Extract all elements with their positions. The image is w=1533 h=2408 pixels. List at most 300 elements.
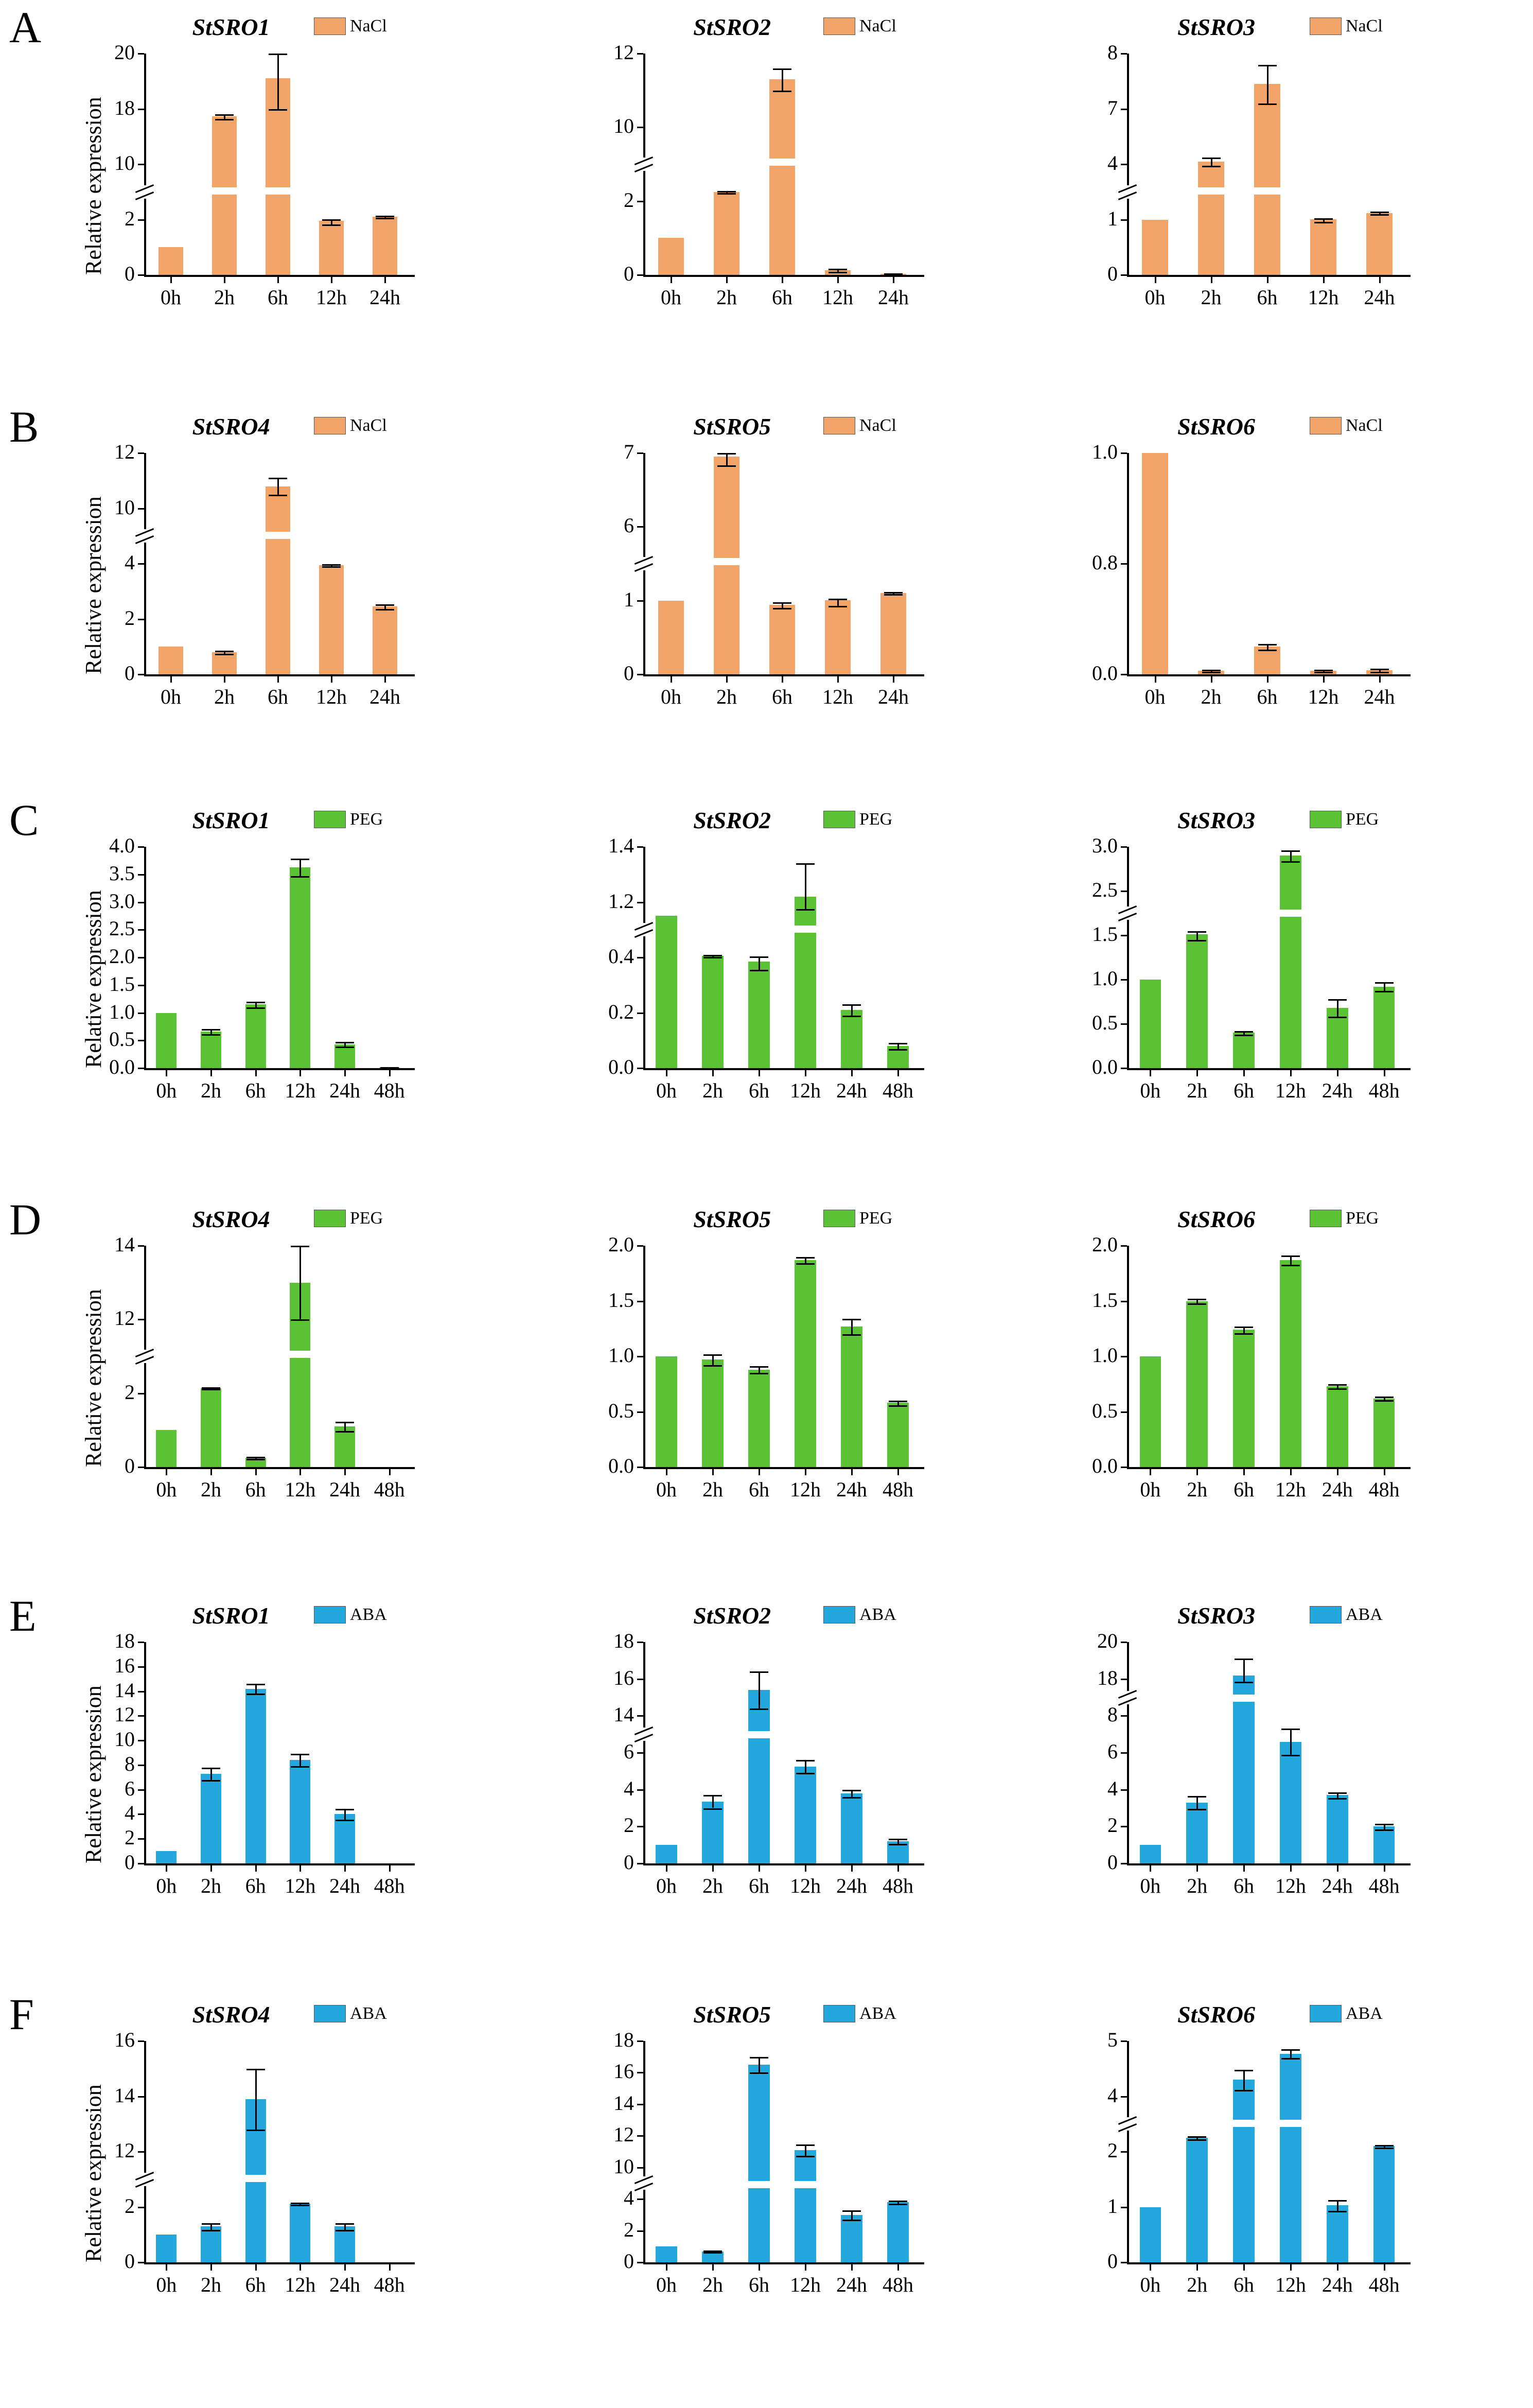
error-bar (805, 1760, 806, 1773)
y-tick-label: 4 (1107, 2083, 1118, 2107)
error-cap-top (842, 2210, 861, 2212)
bar (880, 593, 906, 674)
x-axis-line (144, 1863, 415, 1865)
chart-legend (314, 16, 387, 36)
y-tick (138, 1319, 144, 1320)
error-cap-bottom (889, 1405, 907, 1407)
error-cap-bottom (1314, 222, 1333, 223)
error-bar (759, 1671, 760, 1708)
bar (373, 606, 397, 674)
y-axis-break-icon (635, 158, 653, 171)
y-tick-label: 10 (613, 114, 634, 138)
error-cap-bottom (1235, 2090, 1253, 2091)
x-tick (1384, 1469, 1385, 1475)
bar (1280, 1742, 1301, 1864)
x-tick-label: 12h (285, 2273, 316, 2296)
x-tick-label: 48h (1368, 1079, 1400, 1102)
y-tick-label: 7 (1107, 96, 1118, 119)
x-tick-label: 0h (156, 1079, 177, 1102)
legend-swatch (314, 417, 346, 434)
error-bar (210, 1768, 212, 1780)
y-tick-label: 10 (613, 2154, 634, 2178)
bar-break-band (266, 532, 290, 539)
error-cap-top (291, 859, 309, 860)
x-tick (299, 1865, 301, 1872)
error-cap-top (1235, 1327, 1253, 1328)
x-axis-line (144, 674, 415, 676)
y-tick-label: 20 (114, 41, 135, 64)
y-tick-label: 2.5 (1092, 878, 1118, 901)
x-tick (1384, 1865, 1385, 1872)
bar (1373, 1399, 1395, 1467)
x-tick (255, 1865, 257, 1872)
y-tick (138, 452, 144, 454)
y-tick (637, 1642, 643, 1643)
x-tick (210, 1469, 212, 1475)
chart-title: StSRO1 (192, 14, 270, 40)
legend-label: PEG (1346, 1209, 1379, 1228)
y-tick (138, 2207, 144, 2208)
y-tick-label: 0 (125, 1851, 135, 1874)
x-tick-label: 6h (1234, 1079, 1255, 1102)
x-tick (299, 1070, 301, 1076)
bar-break-band (1233, 2120, 1255, 2127)
y-tick (637, 1679, 643, 1680)
y-tick-label: 5 (1107, 2028, 1118, 2051)
bar (1366, 213, 1392, 275)
legend-swatch (1310, 18, 1342, 35)
y-axis-break-icon (136, 1350, 153, 1363)
bar-break-band (1198, 187, 1224, 195)
x-tick (897, 1865, 899, 1872)
x-tick (166, 1865, 167, 1872)
legend-label: NaCl (1346, 416, 1383, 435)
bar-break-band (748, 2181, 769, 2188)
y-tick (138, 109, 144, 110)
error-bar (726, 453, 728, 465)
chart-title: StSRO5 (693, 413, 771, 440)
bar (656, 2246, 677, 2262)
error-cap-top (1281, 1729, 1300, 1730)
error-cap-top (246, 1684, 265, 1685)
x-tick-label: 6h (772, 685, 792, 708)
bar (748, 962, 769, 1068)
x-tick (1155, 277, 1156, 283)
y-tick-label: 6 (1107, 1740, 1118, 1763)
y-tick-label: 4 (1107, 151, 1118, 175)
x-tick-label: 0h (161, 286, 181, 309)
x-tick-label: 12h (790, 1478, 821, 1501)
y-axis-line (643, 2041, 645, 2264)
x-tick-label: 6h (1257, 286, 1278, 309)
y-tick-label: 12 (114, 2139, 135, 2162)
chart-title: StSRO2 (693, 807, 771, 833)
error-bar (1243, 2070, 1245, 2090)
y-tick-label: 1.0 (1092, 967, 1118, 990)
x-tick (1384, 1070, 1385, 1076)
y-axis-line (643, 1642, 645, 1865)
error-cap-bottom (336, 2230, 354, 2231)
bar (748, 1690, 769, 1863)
error-cap-bottom (1188, 1809, 1206, 1810)
error-cap-top (773, 602, 791, 604)
bar (1186, 2138, 1208, 2262)
error-cap-top (1281, 1255, 1300, 1257)
x-tick-label: 2h (702, 1874, 723, 1897)
x-tick-label: 2h (716, 286, 737, 309)
bar (1310, 219, 1336, 275)
x-tick (805, 1070, 806, 1076)
x-tick-label: 6h (268, 286, 288, 309)
chart-f-stsro5 (576, 1995, 1029, 2391)
panel-letter-b: B (9, 402, 39, 451)
legend-swatch (1310, 1210, 1342, 1227)
x-tick (759, 1865, 760, 1872)
error-cap-top (842, 1004, 861, 1006)
error-cap-top (703, 1354, 722, 1356)
error-cap-top (1202, 158, 1221, 159)
x-tick (805, 1469, 806, 1475)
x-tick-label: 12h (790, 1079, 821, 1102)
error-cap-top (376, 216, 394, 217)
x-tick-label: 0h (661, 286, 681, 309)
y-tick (637, 674, 643, 675)
x-tick-label: 24h (836, 1874, 867, 1897)
bar (1142, 453, 1168, 674)
y-tick (1121, 1642, 1127, 1643)
y-tick-label: 0 (624, 661, 634, 685)
y-tick-label: 16 (613, 2060, 634, 2083)
error-cap-top (750, 2057, 768, 2058)
chart-d-stsro6 (1060, 1199, 1513, 1596)
error-cap-top (246, 1002, 265, 1003)
y-tick-label: 0 (1107, 2249, 1118, 2273)
y-tick-label: 0 (624, 262, 634, 285)
x-tick-label: 0h (656, 1874, 677, 1897)
y-tick (138, 1691, 144, 1692)
y-tick-label: 18 (1097, 1666, 1118, 1689)
y-tick (138, 2262, 144, 2263)
y-axis-line (144, 2041, 146, 2264)
error-cap-bottom (829, 606, 847, 607)
legend-swatch (1310, 811, 1342, 828)
bar (1280, 856, 1301, 1068)
y-tick (637, 2072, 643, 2073)
bar (887, 1403, 908, 1467)
x-tick-label: 24h (878, 286, 909, 309)
error-cap-bottom (1314, 672, 1333, 673)
x-tick-label: 2h (702, 1478, 723, 1501)
legend-label: NaCl (350, 416, 387, 435)
error-cap-top (336, 1042, 354, 1043)
y-tick (138, 1393, 144, 1394)
bar-break-band (290, 1351, 310, 1358)
y-tick (1121, 2207, 1127, 2208)
error-cap-bottom (1202, 672, 1221, 673)
y-tick-label: 2.0 (109, 945, 135, 968)
x-tick-label: 2h (702, 1079, 723, 1102)
y-tick-label: 0 (1107, 262, 1118, 285)
y-axis-break-icon (1119, 906, 1136, 920)
x-tick (224, 676, 225, 683)
y-tick (1121, 935, 1127, 936)
error-cap-bottom (703, 1808, 722, 1810)
chart-legend (823, 1605, 896, 1625)
x-tick-label: 12h (1275, 1478, 1306, 1501)
error-cap-bottom (842, 1334, 861, 1336)
y-axis-line (1127, 847, 1129, 1070)
error-cap-bottom (1375, 2148, 1394, 2149)
error-cap-bottom (1258, 650, 1277, 651)
y-tick-label: 3.0 (109, 889, 135, 913)
error-cap-bottom (842, 2220, 861, 2221)
y-tick (1121, 1301, 1127, 1302)
x-tick-label: 6h (1234, 2273, 1255, 2296)
x-tick (277, 277, 279, 283)
legend-label: ABA (859, 1605, 896, 1624)
bar (1186, 1301, 1208, 1468)
bar (1233, 1676, 1255, 1864)
y-tick (637, 2167, 643, 2169)
y-tick (138, 274, 144, 276)
error-cap-top (202, 2223, 220, 2225)
legend-label: PEG (1346, 810, 1379, 829)
error-bar (759, 956, 760, 970)
error-cap-bottom (202, 1780, 220, 1782)
chart-title: StSRO4 (192, 413, 270, 440)
x-tick (666, 1469, 667, 1475)
error-cap-top (291, 1754, 309, 1755)
bar (656, 1845, 677, 1863)
error-cap-top (750, 956, 768, 958)
x-tick-label: 2h (1187, 1478, 1208, 1501)
legend-swatch (823, 811, 855, 828)
x-tick (389, 1865, 391, 1872)
bar (656, 1356, 677, 1467)
bar (156, 1430, 177, 1467)
x-tick-label: 2h (716, 685, 737, 708)
y-tick (1121, 219, 1127, 221)
chart-legend (823, 810, 892, 829)
x-tick-label: 6h (749, 1874, 769, 1897)
error-cap-top (1328, 999, 1347, 1001)
error-cap-bottom (750, 1708, 768, 1710)
legend-swatch (1310, 417, 1342, 434)
error-cap-top (1281, 850, 1300, 852)
y-tick (637, 1467, 643, 1468)
x-tick-label: 48h (883, 1478, 913, 1501)
x-tick (1150, 1070, 1151, 1076)
y-axis-line (1127, 54, 1129, 277)
bar-break-band (1280, 910, 1301, 917)
y-tick (138, 53, 144, 55)
bar (1140, 980, 1161, 1068)
error-cap-bottom (202, 2230, 220, 2231)
bar (1327, 1795, 1348, 1863)
y-tick (1121, 891, 1127, 892)
x-tick-label: 0h (156, 1874, 177, 1897)
x-tick (299, 2264, 301, 2271)
y-tick-label: 0.5 (1092, 1399, 1118, 1422)
error-cap-top (336, 1422, 354, 1423)
x-tick (1379, 277, 1381, 283)
x-tick-label: 0h (1144, 685, 1166, 708)
y-tick (1121, 674, 1127, 675)
y-tick (138, 874, 144, 876)
error-cap-bottom (336, 1820, 354, 1821)
bar (1373, 1826, 1395, 1863)
chart-legend (314, 2004, 387, 2023)
x-tick-label: 48h (374, 1478, 405, 1501)
y-tick (1121, 164, 1127, 165)
x-axis-line (1127, 1863, 1411, 1865)
y-tick-label: 3.0 (1092, 834, 1118, 857)
error-cap-top (1375, 1824, 1394, 1825)
y-tick-label: 14 (114, 1233, 135, 1256)
chart-a-stsro2 (576, 7, 1029, 404)
error-cap-bottom (750, 1373, 768, 1374)
error-cap-bottom (1202, 166, 1221, 167)
error-cap-bottom (1281, 1265, 1300, 1266)
y-tick-label: 0 (125, 2249, 135, 2273)
bar (212, 116, 237, 275)
x-tick-label: 0h (1140, 2273, 1161, 2296)
error-cap-bottom (291, 1766, 309, 1768)
error-cap-top (750, 1671, 768, 1673)
x-tick-label: 2h (214, 685, 235, 708)
x-tick (170, 277, 172, 283)
bar (748, 1370, 769, 1467)
bar-break-band (714, 558, 739, 565)
y-tick-label: 16 (114, 2028, 135, 2051)
x-tick-label: 6h (1234, 1478, 1255, 1501)
error-cap-bottom (322, 224, 341, 226)
x-tick (277, 676, 279, 683)
error-cap-bottom (1328, 1388, 1347, 1390)
error-cap-top (1235, 2070, 1253, 2071)
y-tick-label: 1.5 (1092, 922, 1118, 946)
error-cap-top (889, 1839, 907, 1840)
y-tick-label: 0.5 (608, 1399, 634, 1422)
y-tick (138, 1765, 144, 1766)
legend-label: NaCl (859, 416, 896, 435)
y-tick (138, 1789, 144, 1791)
error-cap-bottom (246, 1007, 265, 1009)
y-tick-label: 6 (125, 1776, 135, 1800)
bar (658, 601, 684, 674)
x-axis-line (643, 674, 924, 676)
panel-letter-c: C (9, 795, 39, 845)
error-cap-bottom (1281, 861, 1300, 863)
chart-legend (1310, 810, 1379, 829)
error-cap-top (1375, 1397, 1394, 1398)
x-tick-label: 24h (836, 1079, 867, 1102)
y-axis-break-icon (1119, 185, 1136, 199)
y-tick (138, 2151, 144, 2153)
x-tick-label: 48h (1368, 1478, 1400, 1501)
x-tick (166, 1469, 167, 1475)
x-tick (166, 1070, 167, 1076)
bar (156, 1851, 177, 1863)
bar (1373, 2146, 1395, 2262)
chart-title: StSRO3 (1177, 14, 1255, 40)
bar (201, 1032, 221, 1068)
y-tick (1121, 1789, 1127, 1791)
y-tick (138, 508, 144, 510)
x-tick (712, 1865, 714, 1872)
y-tick-label: 8 (1107, 41, 1118, 64)
chart-legend (1310, 1605, 1383, 1625)
error-cap-bottom (1370, 672, 1389, 673)
y-tick-label: 18 (613, 2028, 634, 2051)
error-cap-bottom (269, 495, 287, 496)
y-tick-label: 1.0 (1092, 440, 1118, 463)
x-tick (331, 676, 332, 683)
x-tick-label: 12h (822, 286, 853, 309)
x-tick (666, 2264, 667, 2271)
x-tick (389, 2264, 391, 2271)
x-tick-label: 12h (316, 685, 347, 708)
legend-swatch (314, 811, 346, 828)
chart-legend (1310, 2004, 1383, 2023)
bar-break-band (748, 1731, 769, 1738)
x-tick-label: 2h (200, 1478, 221, 1501)
bar (158, 647, 183, 674)
y-tick-label: 4.0 (109, 834, 135, 857)
legend-label: PEG (350, 810, 383, 829)
bar (1233, 1033, 1255, 1068)
y-tick-label: 3.5 (109, 861, 135, 885)
y-tick-label: 2.0 (1092, 1233, 1118, 1256)
y-tick (1121, 1679, 1127, 1680)
error-cap-top (1328, 2200, 1347, 2202)
y-tick-label: 16 (613, 1666, 634, 1689)
y-tick-label: 0.0 (1092, 1055, 1118, 1078)
y-tick-label: 2.5 (109, 917, 135, 940)
bar (1327, 2205, 1348, 2262)
x-tick (389, 1469, 391, 1475)
error-cap-bottom (796, 1263, 815, 1265)
x-tick (1323, 277, 1325, 283)
error-cap-bottom (796, 909, 815, 911)
legend-swatch (1310, 2005, 1342, 2022)
chart-title: StSRO3 (1177, 807, 1255, 833)
bar (334, 2226, 355, 2262)
y-axis-line (144, 54, 146, 277)
error-cap-top (829, 269, 847, 270)
y-tick (1121, 1467, 1127, 1468)
y-axis-line (1127, 453, 1129, 676)
y-axis-label: Relative expression (81, 890, 106, 1068)
y-axis-break-icon (635, 923, 653, 936)
x-tick (1290, 1469, 1292, 1475)
y-tick-label: 0 (624, 1851, 634, 1874)
y-axis-line (144, 1642, 146, 1865)
y-tick-label: 14 (613, 2091, 634, 2115)
error-cap-bottom (1188, 940, 1206, 941)
y-tick-label: 0.0 (1092, 661, 1118, 685)
x-tick-label: 0h (1140, 1478, 1161, 1501)
x-tick (1150, 1865, 1151, 1872)
legend-label: ABA (1346, 2004, 1383, 2023)
y-tick-label: 1.0 (608, 1343, 634, 1367)
y-axis-break-icon (136, 529, 153, 543)
error-cap-bottom (884, 274, 903, 276)
bar-break-band (795, 2181, 816, 2188)
chart-title: StSRO2 (693, 14, 771, 40)
y-tick (637, 2262, 643, 2263)
error-cap-top (322, 219, 341, 221)
